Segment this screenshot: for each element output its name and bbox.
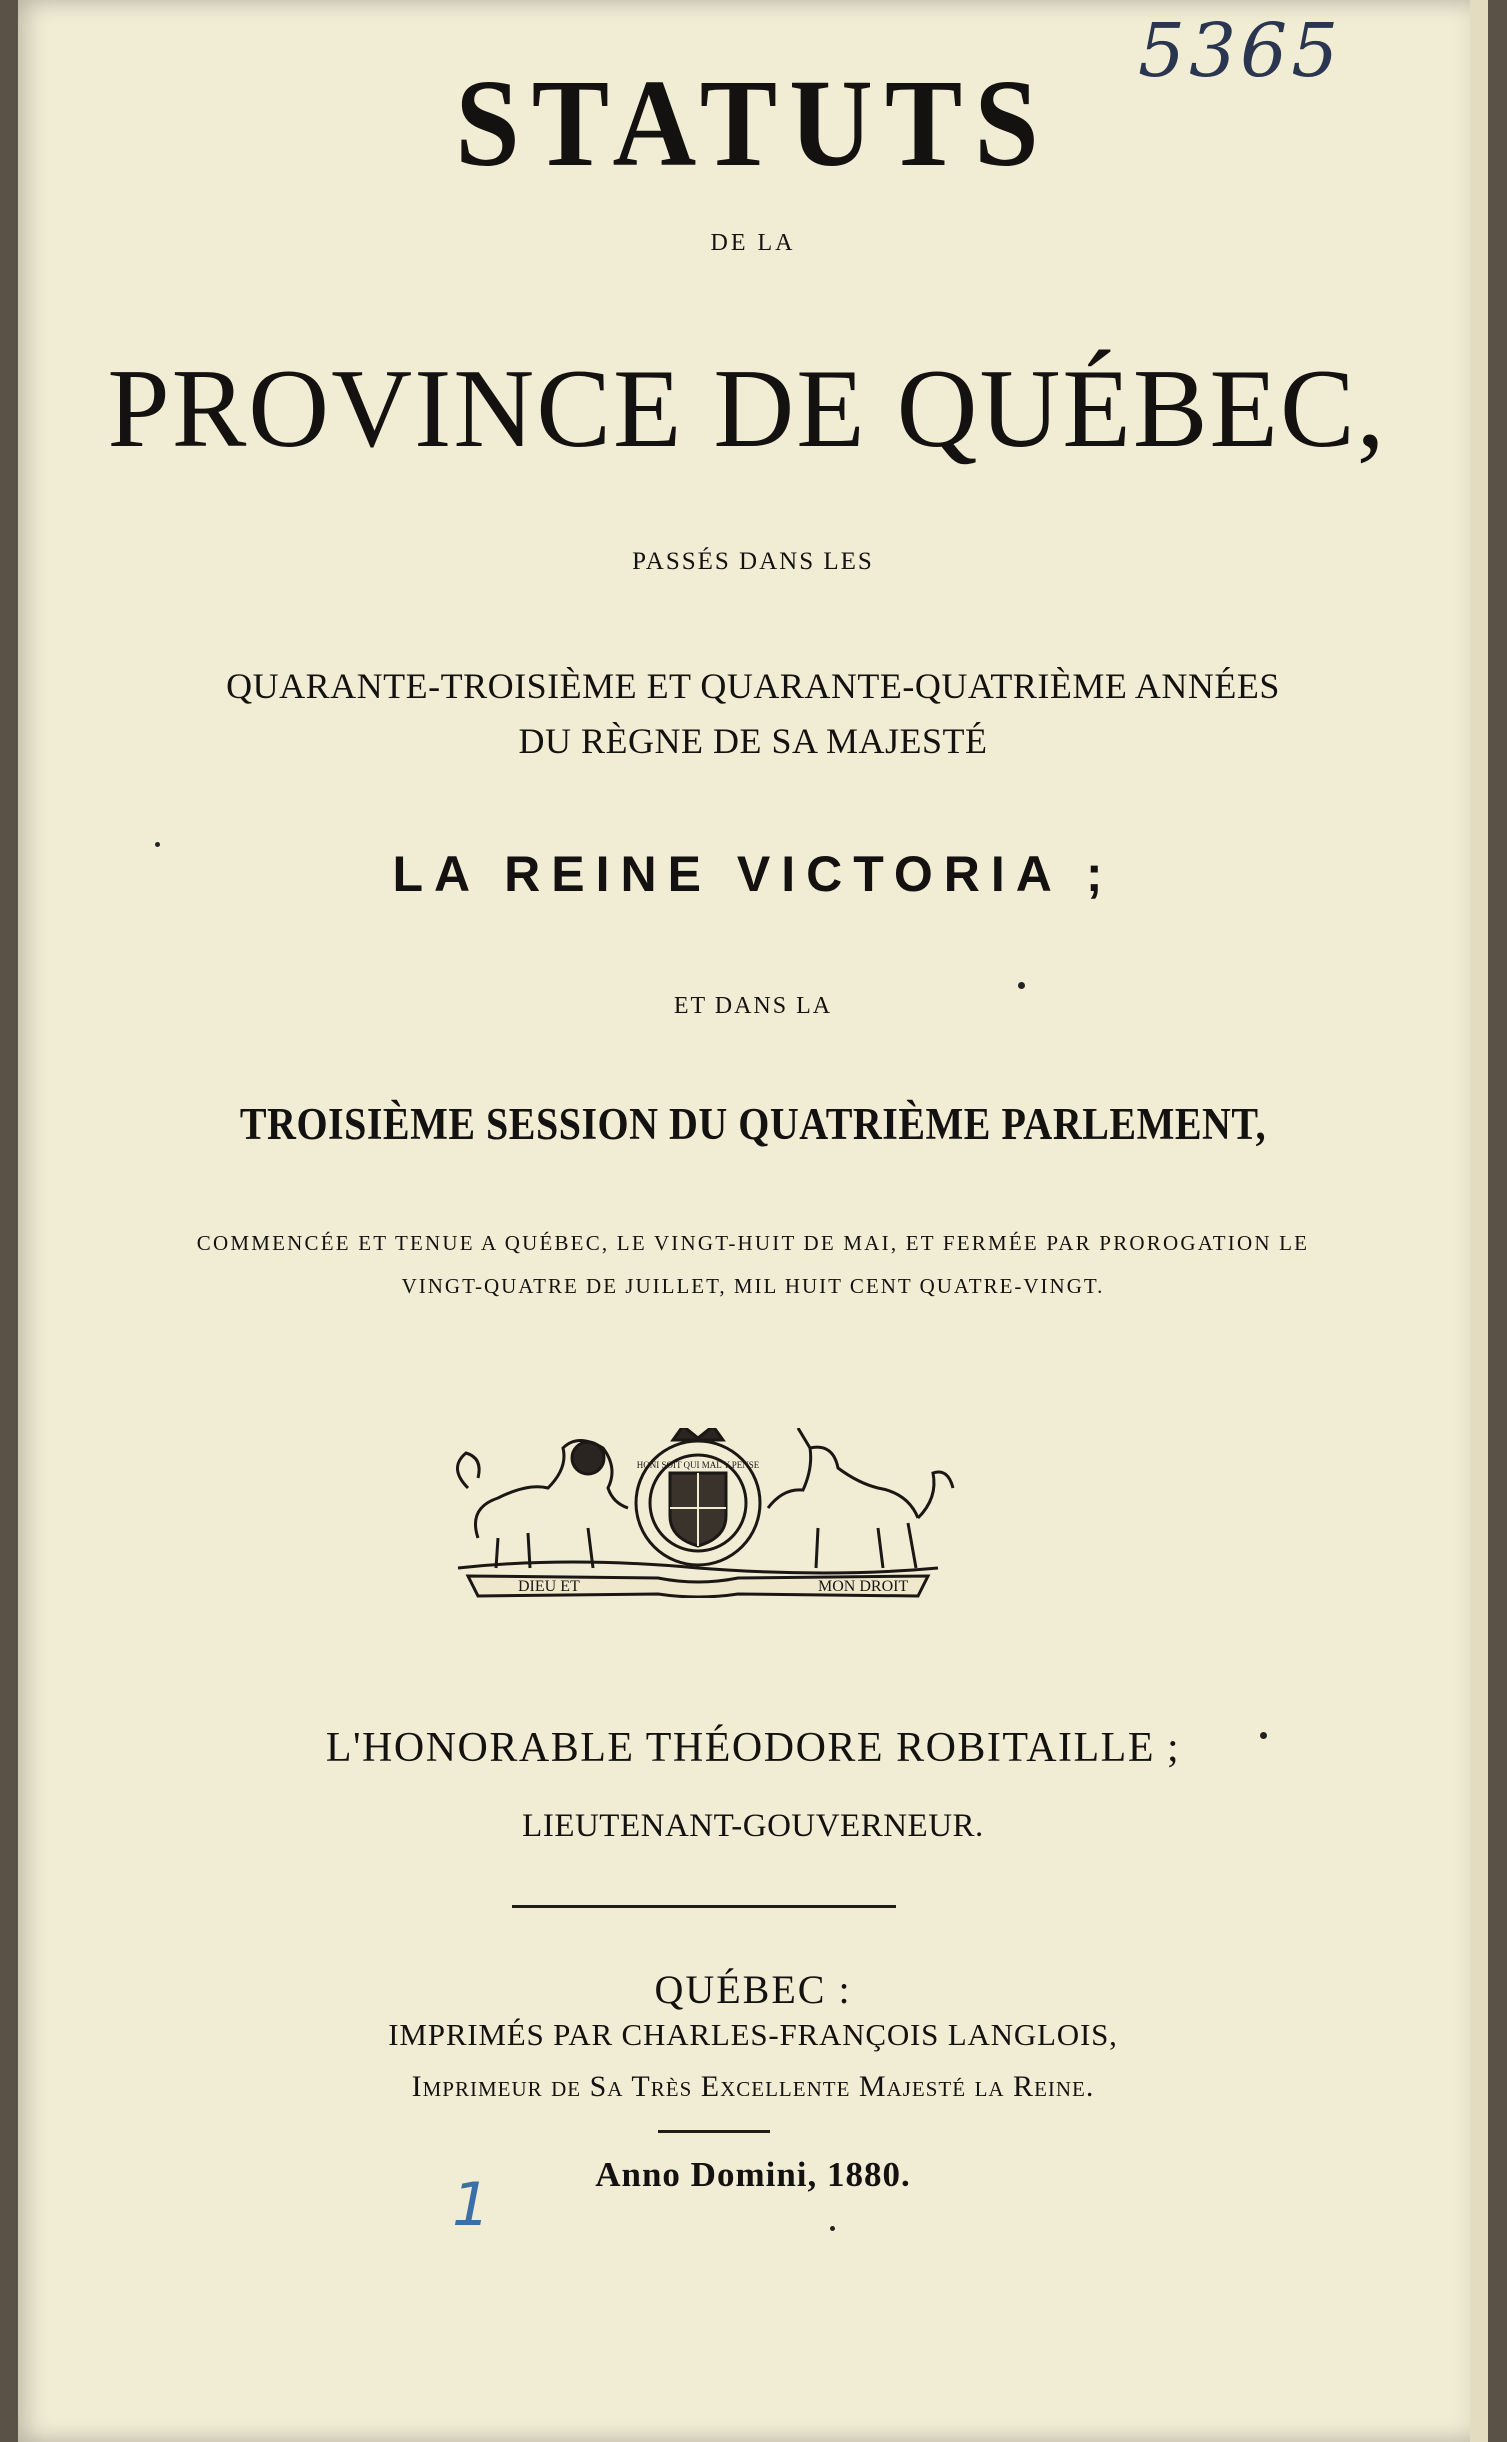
- ink-speck: [155, 842, 160, 847]
- session-dates-line-1: COMMENCÉE ET TENUE A QUÉBEC, LE VINGT-HUIT DE MAI, ET FERMÉE PAR PROROGATION LE: [196, 1231, 1310, 1255]
- short-divider-rule: [658, 2130, 770, 2133]
- motto-left: DIEU ET: [518, 1578, 580, 1595]
- governor-title: LIEUTENANT-GOUVERNEUR.: [522, 1808, 984, 1844]
- ink-speck: [1260, 1732, 1267, 1739]
- imprint-city: QUÉBEC :: [654, 1967, 852, 2012]
- garter-motto: HONI SOIT QUI MAL Y PENSE: [636, 1460, 760, 1470]
- subtitle-de-la: DE LA: [710, 230, 796, 256]
- imprint-year: Anno Domini, 1880.: [595, 2155, 911, 2194]
- pencil-mark: 1: [452, 2170, 491, 2240]
- imprint-printer: IMPRIMÉS PAR CHARLES-FRANÇOIS LANGLOIS,: [388, 2017, 1118, 2052]
- session-heading: TROISIÈME SESSION DU QUATRIÈME PARLEMENT,: [239, 1097, 1267, 1150]
- years-line-1: QUARANTE-TROISIÈME ET QUARANTE-QUATRIÈME ANNÉES: [226, 666, 1280, 706]
- governor-name: L'HONORABLE THÉODORE ROBITAILLE ;: [325, 1725, 1181, 1771]
- session-dates-line-2: VINGT-QUATRE DE JUILLET, MIL HUIT CENT QUATRE-VINGT.: [401, 1274, 1105, 1298]
- province-heading: PROVINCE DE QUÉBEC,: [107, 347, 1387, 471]
- royal-coat-of-arms-icon: [438, 1428, 958, 1598]
- ink-speck: [830, 2226, 835, 2231]
- page-title: STATUTS: [455, 54, 1051, 194]
- ink-speck: [1018, 982, 1025, 989]
- title-page: [18, 0, 1488, 2442]
- motto-right: MON DROIT: [818, 1578, 909, 1595]
- et-dans-line: ET DANS LA: [673, 993, 833, 1019]
- imprint-printer-title: Imprimeur de Sa Très Excellente Majesté la Reine.: [411, 2070, 1095, 2103]
- queen-victoria-line: LA REINE VICTORIA ;: [392, 846, 1114, 902]
- handwritten-catalog-number: 5365: [1138, 8, 1343, 94]
- divider-rule: [512, 1905, 896, 1908]
- years-line-2: DU RÈGNE DE SA MAJESTÉ: [518, 721, 988, 761]
- passes-line: PASSÉS DANS LES: [632, 548, 874, 575]
